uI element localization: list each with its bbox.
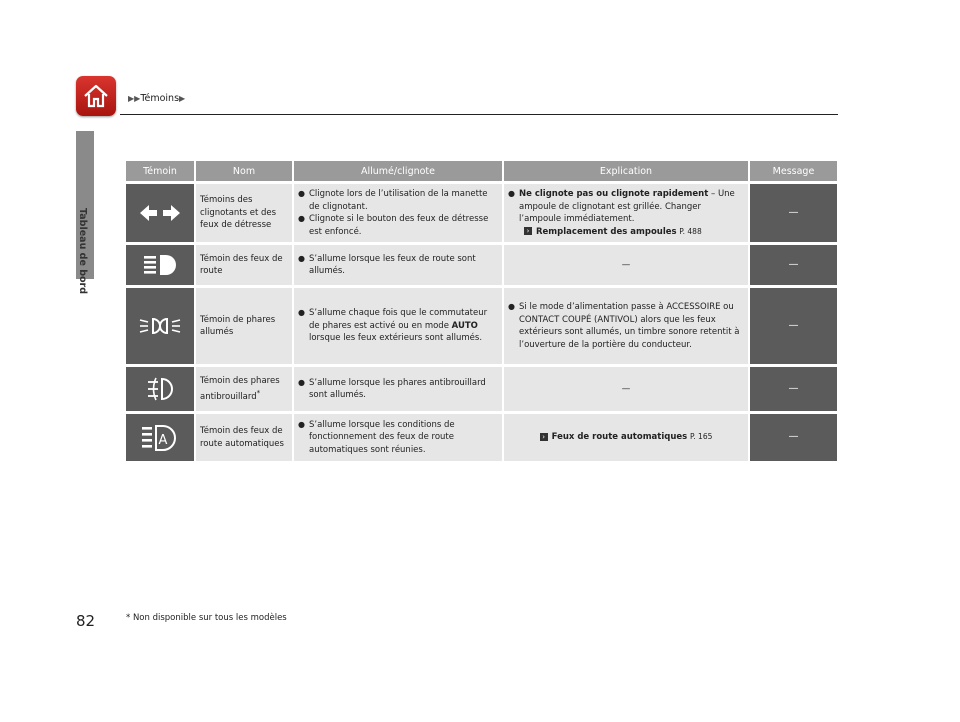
breadcrumb xyxy=(128,93,185,104)
table-row xyxy=(126,184,837,242)
explanation-text: – Une ampoule de clignotant est grillée. Changer l’ampoule immédiatement. xyxy=(519,189,735,224)
row-message: — xyxy=(750,184,837,242)
breadcrumb-tail-arrow: ▶ xyxy=(179,94,186,103)
row-name: Témoin des feux de route automatiques xyxy=(196,414,294,461)
reference-page: P. 165 xyxy=(689,432,713,442)
reference-title: Feux de route automatiques xyxy=(551,432,688,443)
table-row xyxy=(126,414,837,461)
section-label: Tableau de bord xyxy=(77,208,88,295)
footnote: * Non disponible sur tous les modèles xyxy=(126,613,287,623)
row-explanation xyxy=(504,288,750,364)
header-message: Message xyxy=(750,161,837,181)
row-explanation: — xyxy=(504,367,750,411)
row-on xyxy=(294,184,504,242)
list-item xyxy=(298,307,498,345)
row-on xyxy=(294,245,504,285)
row-explanation: — xyxy=(504,245,750,285)
indicator-table xyxy=(126,158,837,464)
header-allume: Allumé/clignote xyxy=(294,161,504,181)
row-on xyxy=(294,288,504,364)
reference-title: Remplacement des ampoules xyxy=(536,226,677,237)
header-nom: Nom xyxy=(196,161,294,181)
table-row xyxy=(126,245,837,285)
row-on xyxy=(294,414,504,461)
breadcrumb-link[interactable]: Témoins xyxy=(140,93,180,104)
svg-text:A: A xyxy=(158,432,168,448)
row-on xyxy=(294,367,504,411)
cross-reference-link[interactable] xyxy=(508,226,744,239)
auto-high-beam-icon xyxy=(126,414,196,461)
list-item: ● Si le mode d’alimentation passe à ACCESSOIRE ou CONTACT COUPÉ (ANTIVOL) alors que les feux extérieurs sont allumés, un timbre sonore retentit à l’ouverture de la portière du conducteur. xyxy=(508,301,744,351)
home-icon xyxy=(82,82,110,110)
on-text: S’allume chaque fois que le commutateur de phares est activé ou en mode xyxy=(309,308,488,331)
lights-on-icon xyxy=(126,288,196,364)
explanation-bold: Ne clignote pas ou clignote rapidement xyxy=(519,189,709,199)
high-beam-icon xyxy=(126,245,196,285)
row-name-text: Témoin des phares antibrouillard xyxy=(200,375,280,402)
list-item xyxy=(508,188,744,226)
list-item: ● S’allume lorsque les conditions de fonctionnement des feux de route automatiques sont réunies. xyxy=(298,419,498,457)
row-name: Témoins des clignotants et des feux de détresse xyxy=(196,184,294,242)
header-explication: Explication xyxy=(504,161,750,181)
reference-arrow-icon: › xyxy=(540,433,548,441)
header-rule xyxy=(120,114,838,115)
on-text-b: lorsque les feux extérieurs sont allumés. xyxy=(309,333,483,344)
table-row xyxy=(126,288,837,364)
row-explanation xyxy=(504,414,750,461)
footnote-star: * xyxy=(256,388,261,398)
breadcrumb-arrows: ▶▶ xyxy=(128,94,141,103)
row-explanation xyxy=(504,184,750,242)
row-name: Témoin de phares allumés xyxy=(196,288,294,364)
header-temoin: Témoin xyxy=(126,161,196,181)
list-item: ● S’allume lorsque les phares antibrouillard sont allumés. xyxy=(298,377,498,402)
list-item: ● Clignote lors de l’utilisation de la manette de clignotant. xyxy=(298,188,498,213)
cross-reference-link[interactable] xyxy=(540,432,713,442)
row-message: — xyxy=(750,414,837,461)
row-message: — xyxy=(750,288,837,364)
on-bold: AUTO xyxy=(451,320,478,331)
list-item: ● Clignote si le bouton des feux de détresse est enfoncé. xyxy=(298,213,498,238)
page-number: 82 xyxy=(76,612,96,630)
row-message: — xyxy=(750,245,837,285)
list-item: ● S’allume lorsque les feux de route sont allumés. xyxy=(298,253,498,278)
fog-light-icon xyxy=(126,367,196,411)
table-header-row xyxy=(126,161,837,181)
row-name: Témoin des feux de route xyxy=(196,245,294,285)
reference-page: P. 488 xyxy=(679,226,702,236)
reference-arrow-icon: › xyxy=(524,227,532,235)
row-name xyxy=(196,367,294,411)
home-button[interactable] xyxy=(76,76,116,116)
table-row xyxy=(126,367,837,411)
turn-signal-arrows-icon xyxy=(126,184,196,242)
row-message: — xyxy=(750,367,837,411)
